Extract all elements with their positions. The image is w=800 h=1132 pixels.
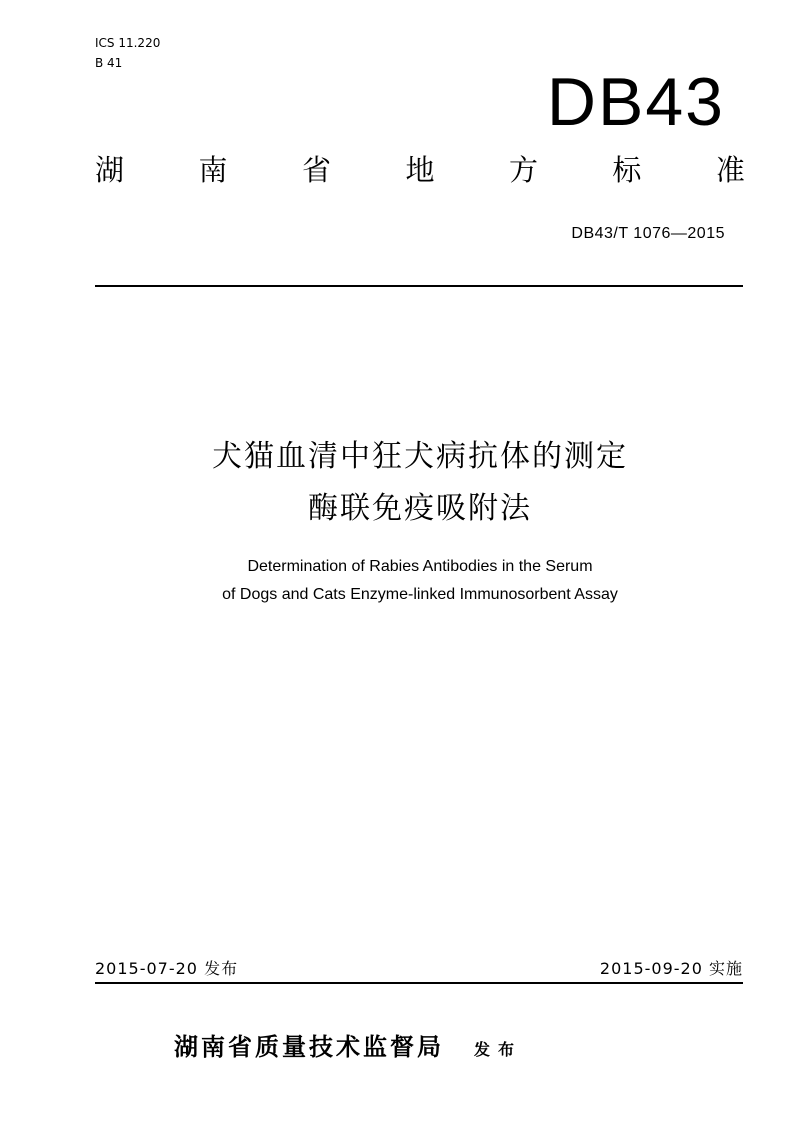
bottom-divider [95, 982, 743, 984]
english-title-line-2: of Dogs and Cats Enzyme-linked Immunosorbent Assay [222, 586, 618, 603]
standard-type-char: 湖 [95, 153, 125, 187]
issuer-suffix: 发布 [474, 1040, 523, 1059]
issue-date: 2015-07-20 发布 [95, 959, 239, 978]
ics-code: ICS 11.220 [95, 36, 161, 50]
implementation-date: 2015-09-20 实施 [599, 959, 743, 978]
english-title-line-1: Determination of Rabies Antibodies in the Serum [247, 558, 593, 575]
standard-type-title [95, 152, 745, 188]
standard-type-char: 地 [405, 153, 435, 187]
standard-type-char: 南 [198, 153, 228, 187]
standard-type-char: 标 [612, 153, 642, 187]
db-code-logo: DB43 [546, 64, 725, 140]
top-divider [95, 285, 743, 287]
issuer-block [174, 1032, 522, 1062]
standard-type-char: 省 [301, 153, 331, 187]
ccs-code: B 41 [95, 56, 123, 70]
chinese-title-line-1: 犬猫血清中狂犬病抗体的测定 [212, 439, 628, 474]
chinese-title-line-2: 酶联免疫吸附法 [308, 491, 532, 526]
standard-number: DB43/T 1076—2015 [571, 225, 725, 242]
standard-type-char: 方 [508, 153, 538, 187]
issuer-name: 湖南省质量技术监督局 [174, 1033, 444, 1061]
standard-type-char: 准 [715, 153, 745, 187]
